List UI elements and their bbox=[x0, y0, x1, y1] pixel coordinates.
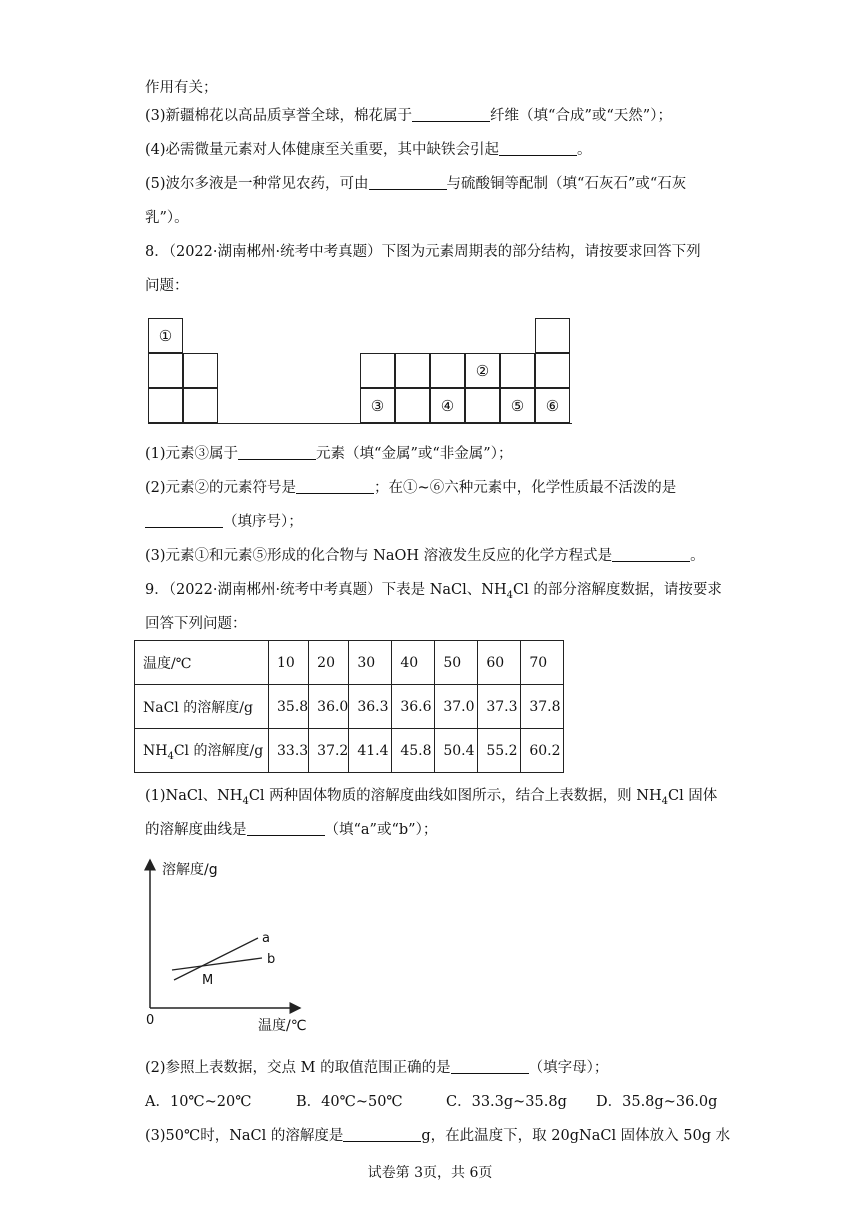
q7-part5: (5)波尔多液是一种常见农药，可由 与硫酸铜等配制（填“石灰石”或“石灰 bbox=[145, 176, 687, 192]
page-footer: 试卷第 3页，共 6页 bbox=[367, 1165, 493, 1181]
element-1-label: ① bbox=[158, 327, 173, 345]
pt-cell bbox=[360, 353, 395, 388]
table-cell: 60.2 bbox=[521, 729, 564, 773]
pt-cell bbox=[183, 353, 218, 388]
option-a[interactable]: A．10℃~20℃ bbox=[145, 1094, 252, 1110]
curve-b-label: b bbox=[267, 952, 276, 967]
table-cell: 41.4 bbox=[349, 729, 392, 773]
pt-cell bbox=[395, 353, 430, 388]
q8-intro: 8．（2022·湖南郴州·统考中考真题）下图为元素周期表的部分结构，请按要求回答下列 bbox=[145, 244, 701, 260]
pt-cell bbox=[500, 388, 535, 423]
option-d[interactable]: D．35.8g~36.0g bbox=[596, 1094, 718, 1110]
table-cell: 37.8 bbox=[521, 685, 564, 729]
q7-part5-cont: 乳”）。 bbox=[145, 210, 189, 226]
table-cell: 37.2 bbox=[309, 729, 349, 773]
table-cell: 37.3 bbox=[478, 685, 521, 729]
pt-cell bbox=[535, 353, 570, 388]
table-cell: 70 bbox=[521, 641, 564, 685]
element-4-label: ④ bbox=[440, 397, 455, 415]
q7-part3: (3)新疆棉花以高品质享誉全球，棉花属于 纤维（填“合成”或“天然”）； bbox=[145, 108, 672, 124]
pt-cell bbox=[535, 318, 570, 353]
answer-blank[interactable] bbox=[238, 445, 316, 460]
pt-cell bbox=[148, 318, 183, 353]
pt-cell bbox=[465, 388, 500, 423]
pt-cell bbox=[395, 388, 430, 423]
table-cell: 45.8 bbox=[392, 729, 435, 773]
table-cell: 36.3 bbox=[349, 685, 392, 729]
periodic-table-fragment bbox=[148, 318, 572, 424]
q7-line0: 作用有关； bbox=[145, 80, 218, 96]
option-c[interactable]: C．33.3g~35.8g bbox=[446, 1094, 567, 1110]
answer-blank[interactable] bbox=[247, 821, 325, 836]
pt-cell bbox=[430, 353, 465, 388]
table-cell: 37.0 bbox=[435, 685, 478, 729]
pt-cell bbox=[183, 388, 218, 423]
origin-label: 0 bbox=[146, 1013, 155, 1028]
solubility-curve-figure bbox=[140, 852, 320, 1034]
table-header-cell: 温度/℃ bbox=[135, 641, 269, 685]
table-header-cell: NaCl 的溶解度/g bbox=[135, 685, 269, 729]
pt-cell bbox=[535, 388, 570, 423]
answer-blank[interactable] bbox=[343, 1127, 421, 1142]
point-m-label: M bbox=[202, 973, 214, 988]
pt-cell bbox=[148, 388, 183, 423]
q8-part3: (3)元素①和元素⑤形成的化合物与 NaOH 溶液发生反应的化学方程式是 。 bbox=[145, 548, 705, 564]
table-cell: 36.6 bbox=[392, 685, 435, 729]
q9-part1-cont: 的溶解度曲线是 （填“a”或“b”）； bbox=[145, 822, 438, 838]
q9-part3: (3)50℃时，NaCl 的溶解度是 g，在此温度下，取 20gNaCl 固体放入 50g 水 bbox=[145, 1128, 731, 1144]
q9-part1: (1)NaCl、$NH_4Cl$ 两种固体物质的溶解度曲线如图所示，结合上表数据，则 $NH_4Cl$ 固体 bbox=[145, 788, 718, 807]
table-row bbox=[135, 685, 564, 729]
table-cell: 50 bbox=[435, 641, 478, 685]
curve-a-label: a bbox=[262, 931, 270, 946]
answer-blank[interactable] bbox=[451, 1059, 529, 1074]
table-cell: 50.4 bbox=[435, 729, 478, 773]
table-cell: 10 bbox=[269, 641, 309, 685]
table-row bbox=[135, 729, 564, 773]
pt-cell bbox=[148, 353, 183, 388]
table-cell: 40 bbox=[392, 641, 435, 685]
table-cell: 35.8 bbox=[269, 685, 309, 729]
table-cell: 60 bbox=[478, 641, 521, 685]
element-6-label: ⑥ bbox=[545, 397, 560, 415]
q7-part4: (4)必需微量元素对人体健康至关重要，其中缺铁会引起 。 bbox=[145, 142, 592, 158]
q8-part2-cont: （填序号）； bbox=[145, 512, 303, 532]
solubility-table bbox=[134, 640, 564, 773]
pt-cell bbox=[360, 388, 395, 423]
pt-cell bbox=[465, 353, 500, 388]
q9-intro: 9．（2022·湖南郴州·统考中考真题）下表是 NaCl、$NH_4Cl$ 的部分溶解度数据，请按要求 bbox=[145, 582, 722, 601]
table-cell: 33.3 bbox=[269, 729, 309, 773]
x-axis-label: 温度/℃ bbox=[258, 1018, 307, 1034]
table-cell: 30 bbox=[349, 641, 392, 685]
pt-baseline bbox=[148, 423, 572, 424]
answer-blank[interactable] bbox=[612, 547, 690, 562]
answer-blank[interactable] bbox=[145, 513, 223, 528]
answer-blank[interactable] bbox=[369, 175, 447, 190]
table-row bbox=[135, 641, 564, 685]
answer-blank[interactable] bbox=[412, 107, 490, 122]
curve-b bbox=[172, 958, 262, 970]
curve-a bbox=[174, 938, 258, 980]
element-2-label: ② bbox=[475, 362, 490, 380]
q8-part2: (2)元素②的元素符号是 ；在①~⑥六种元素中，化学性质最不活泼的是 bbox=[145, 480, 677, 496]
y-axis-label: 溶解度/g bbox=[162, 862, 218, 878]
answer-blank[interactable] bbox=[499, 141, 577, 156]
element-3-label: ③ bbox=[370, 397, 385, 415]
pt-cell bbox=[430, 388, 465, 423]
table-cell: 36.0 bbox=[309, 685, 349, 729]
q8-intro-cont: 问题： bbox=[145, 278, 189, 294]
q8-part1: (1)元素③属于 元素（填“金属”或“非金属”）； bbox=[145, 446, 513, 462]
pt-cell bbox=[500, 353, 535, 388]
table-cell: 20 bbox=[309, 641, 349, 685]
q9-part2: (2)参照上表数据，交点 M 的取值范围正确的是 （填字母）； bbox=[145, 1060, 609, 1076]
answer-blank[interactable] bbox=[296, 479, 374, 494]
element-5-label: ⑤ bbox=[510, 397, 525, 415]
table-cell: 55.2 bbox=[478, 729, 521, 773]
q9-intro-cont: 回答下列问题： bbox=[145, 616, 247, 632]
table-header-cell: $NH_4Cl$ 的溶解度/g bbox=[135, 729, 269, 773]
option-b[interactable]: B．40℃~50℃ bbox=[296, 1094, 403, 1110]
